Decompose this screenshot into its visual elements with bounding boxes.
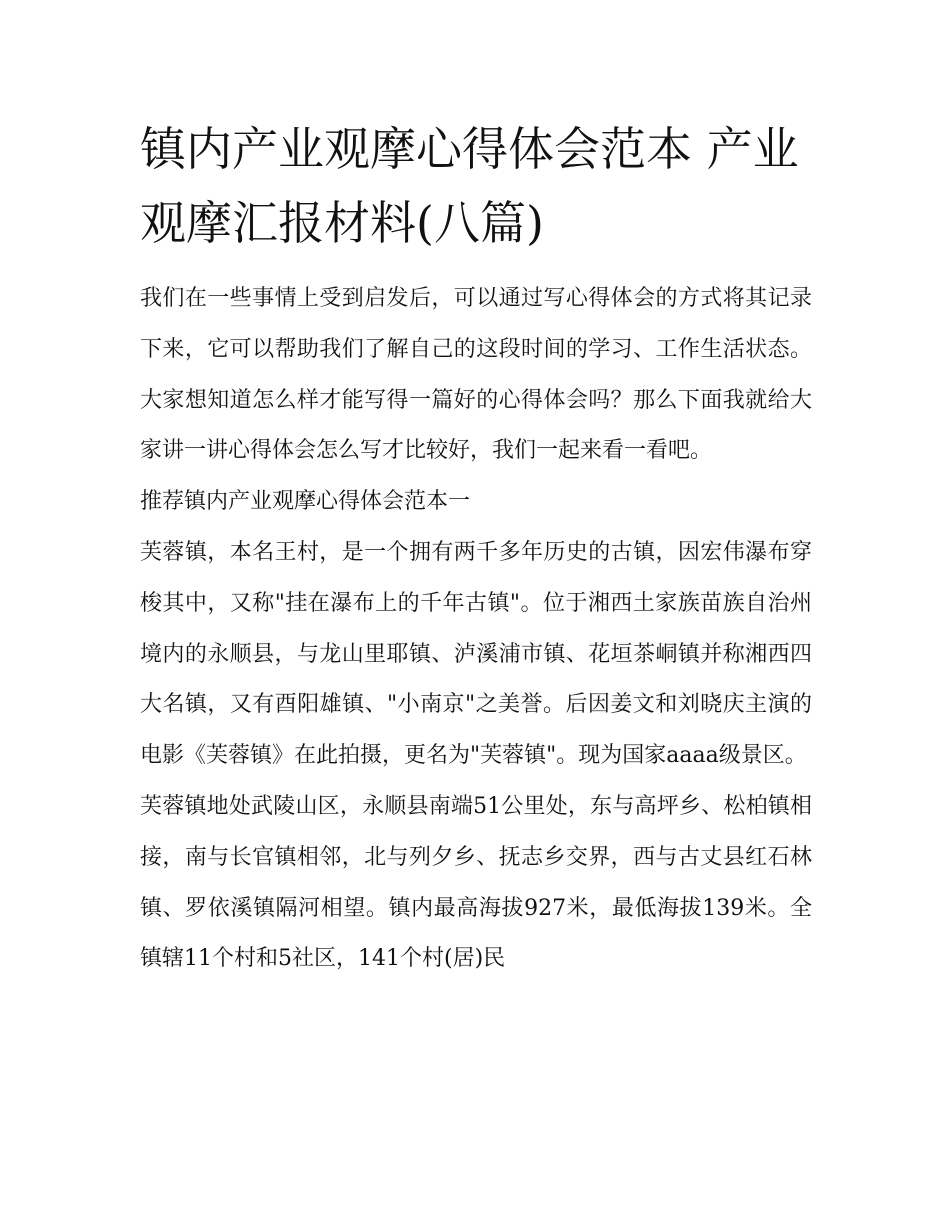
document-title: 镇内产业观摩心得体会范本 产业观摩汇报材料(八篇) (140, 122, 799, 250)
intro-paragraph: 我们在一些事情上受到启发后，可以通过写心得体会的方式将其记录下来，它可以帮助我们了解自己的这段时间的学习、工作生活状态。大家想知道怎么样才能写得一篇好的心得体会吗？那么下面我就给大家讲一讲心得体会怎么写才比较好，我们一起来看一看吧。 (140, 286, 812, 464)
document-page (140, 112, 812, 985)
body-paragraph: 芙蓉镇，本名王村，是一个拥有两千多年历史的古镇，因宏伟瀑布穿梭其中，又称"挂在瀑布上的千年古镇"。位于湘西土家族苗族自治州境内的永顺县，与龙山里耶镇、泸溪浦市镇、花垣茶峒镇并称湘西四大名镇，又有酉阳雄镇、"小南京"之美誉。后因姜文和刘晓庆主演的电影《芙蓉镇》在此拍摄，更名为"芙蓉镇"。现为国家aaaa级景区。 (140, 539, 812, 769)
body-paragraph: 芙蓉镇地处武陵山区，永顺县南端51公里处，东与高坪乡、松柏镇相接，南与长官镇相邻，北与列夕乡、抚志乡交界，西与古丈县红石林镇、罗依溪镇隔河相望。镇内最高海拔927米，最低海拔139米。全镇辖11个村和5社区，141个村(居)民 (140, 793, 813, 972)
section-heading: 推荐镇内产业观摩心得体会范本一 (140, 489, 471, 515)
